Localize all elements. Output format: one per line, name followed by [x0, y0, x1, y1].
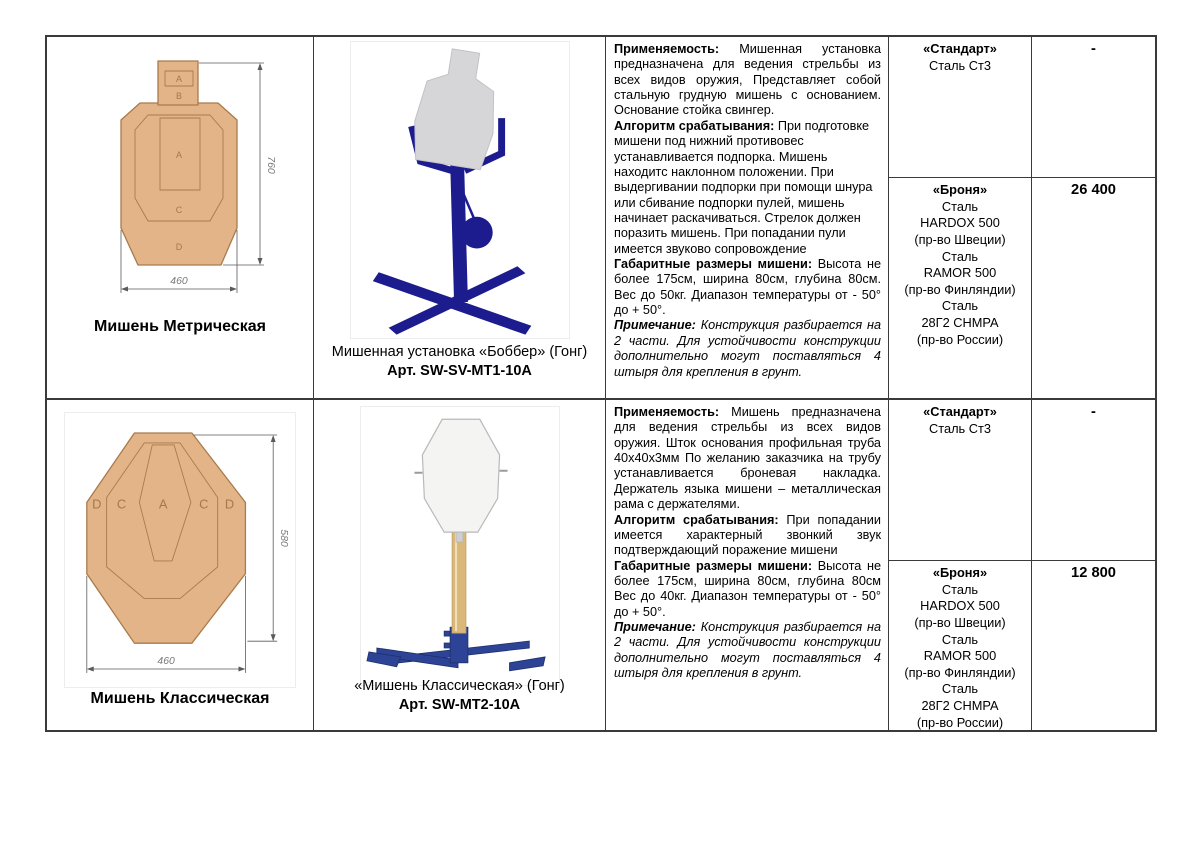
description-cell	[605, 400, 888, 730]
product-caption	[314, 343, 605, 382]
material-list: Сталь HARDOX 500 (пр-во Швеции) Сталь RAMOR 500 (пр-во Финляндии) Сталь 28Г2 CHMPA (пр-во России)	[904, 198, 1016, 347]
paragraph-algorithm: Алгоритм срабатывания: При попадании имеется характерный звонкий звук подтверждающий поражение мишени	[614, 512, 881, 558]
zone-label-d-right: D	[224, 496, 235, 512]
zone-label-a: A	[158, 496, 168, 512]
option-standard-row	[889, 400, 1155, 561]
price-standard: -	[1091, 404, 1096, 420]
zone-label-c: C	[175, 205, 183, 215]
zone-label-a: A	[175, 150, 183, 160]
price-armor: 12 800	[1071, 565, 1116, 581]
options-cell	[888, 37, 1155, 398]
zone-label-head-b: B	[175, 91, 183, 101]
paragraph-note: Примечание: Конструкция разбирается на 2 части. Для устойчивости конструкции дополнительно могут поставляться 4 штыря для крепления в грунт.	[614, 620, 881, 681]
product-table	[45, 35, 1157, 732]
table-row	[47, 37, 1155, 400]
option-armor-row	[889, 178, 1155, 398]
price-armor: 26 400	[1071, 182, 1116, 198]
material-armor	[889, 178, 1032, 398]
metric-target-figure	[47, 53, 313, 305]
target-name: Мишень Классическая	[90, 690, 270, 707]
width-dim-label: 460	[170, 275, 188, 287]
product-photo-cell-bobber	[313, 37, 605, 398]
product-photo-cell-classic	[313, 400, 605, 730]
product-title: Мишенная установка «Боббер» (Гонг)	[331, 343, 588, 360]
classic-target-image	[64, 412, 296, 688]
grade-label: «Броня»	[932, 182, 988, 197]
height-dim-label: 580	[278, 529, 290, 547]
options-cell	[888, 400, 1155, 730]
zone-label-c-left: C	[116, 496, 127, 512]
material-armor	[889, 561, 1032, 730]
width-dim-label: 460	[157, 656, 175, 668]
target-drawing-cell-classic	[47, 400, 313, 730]
paragraph-applicability: Применяемость: Мишень предназначена для ведения стрельбы из всех видов оружия. Шток основания профильная труба 40х40х3мм По желанию заказчика на трубу устанавливается броневая накладка. Держатель языка мишени – металлическая рама с держателями.	[614, 405, 881, 512]
zone-label-d: D	[175, 242, 183, 252]
zone-label-head-a: A	[175, 74, 183, 84]
paragraph-note: Примечание: Конструкция разбирается на 2 части. Для устойчивости конструкции дополнительно могут поставляться 4 штыря для крепления в грунт.	[614, 318, 881, 379]
material-list: Сталь Ст3	[929, 420, 991, 436]
classic-stand-figure	[314, 406, 605, 686]
zone-label-d-left: D	[92, 496, 102, 512]
material-list: Сталь HARDOX 500 (пр-во Швеции) Сталь RAMOR 500 (пр-во Финляндии) Сталь 28Г2 CHMPA (пр-во России)	[904, 581, 1016, 730]
table-row	[47, 400, 1155, 730]
material-standard	[889, 400, 1032, 560]
metric-target-image	[68, 53, 292, 305]
material-list: Сталь Ст3	[929, 57, 991, 73]
bobber-stand-image	[350, 41, 570, 339]
product-title: «Мишень Классическая» (Гонг)	[354, 677, 565, 694]
grade-label: «Стандарт»	[923, 404, 997, 419]
zone-label-c-right: C	[199, 496, 209, 512]
option-armor-row	[889, 561, 1155, 730]
height-dim-label: 760	[265, 156, 277, 174]
material-standard	[889, 37, 1032, 177]
option-standard-row	[889, 37, 1155, 178]
product-sku: Арт. SW-SV-MT1-10A	[387, 363, 532, 380]
target-name: Мишень Метрическая	[94, 318, 266, 335]
paragraph-dimensions: Габаритные размеры мишени: Высота не более 175см, ширина 80см, глубина 80см. Вес до 50кг. Диапазон температуры от - 50° до + 50°.	[614, 257, 882, 318]
description-cell	[605, 37, 888, 398]
price-standard: -	[1091, 41, 1096, 57]
grade-label: «Броня»	[932, 565, 988, 580]
target-drawing-cell-metric	[47, 37, 313, 398]
product-sku: Арт. SW-MT2-10A	[398, 697, 521, 714]
classic-target-figure	[47, 412, 313, 688]
classic-stand-image	[360, 406, 560, 686]
paragraph-applicability: Применяемость: Мишенная установка предназначена для ведения стрельбы из всех видов оружия, Представляет собой стальную грудную мишень с основанием. Основание стойка свингер.	[614, 42, 881, 118]
product-caption	[314, 677, 605, 716]
grade-label: «Стандарт»	[923, 41, 997, 56]
paragraph-algorithm: Алгоритм срабатывания: При подготовке мишени под нижний противовес устанавливается подпорка. Мишень находитс наклонном положении. При выдергивании подпорки при помощи шнура или сбивание подпорки пулей, мишень начинает раскачиваться. Стрелок должен поразить мишень. При попадании пули имеется звуково сопровождение	[614, 118, 873, 256]
bobber-stand-figure	[314, 41, 605, 339]
paragraph-dimensions: Габаритные размеры мишени: Высота не более 175см, ширина 80см, глубина 80см Вес до 40кг. Диапазон температуры от - 50° до + 50°.	[614, 558, 882, 619]
